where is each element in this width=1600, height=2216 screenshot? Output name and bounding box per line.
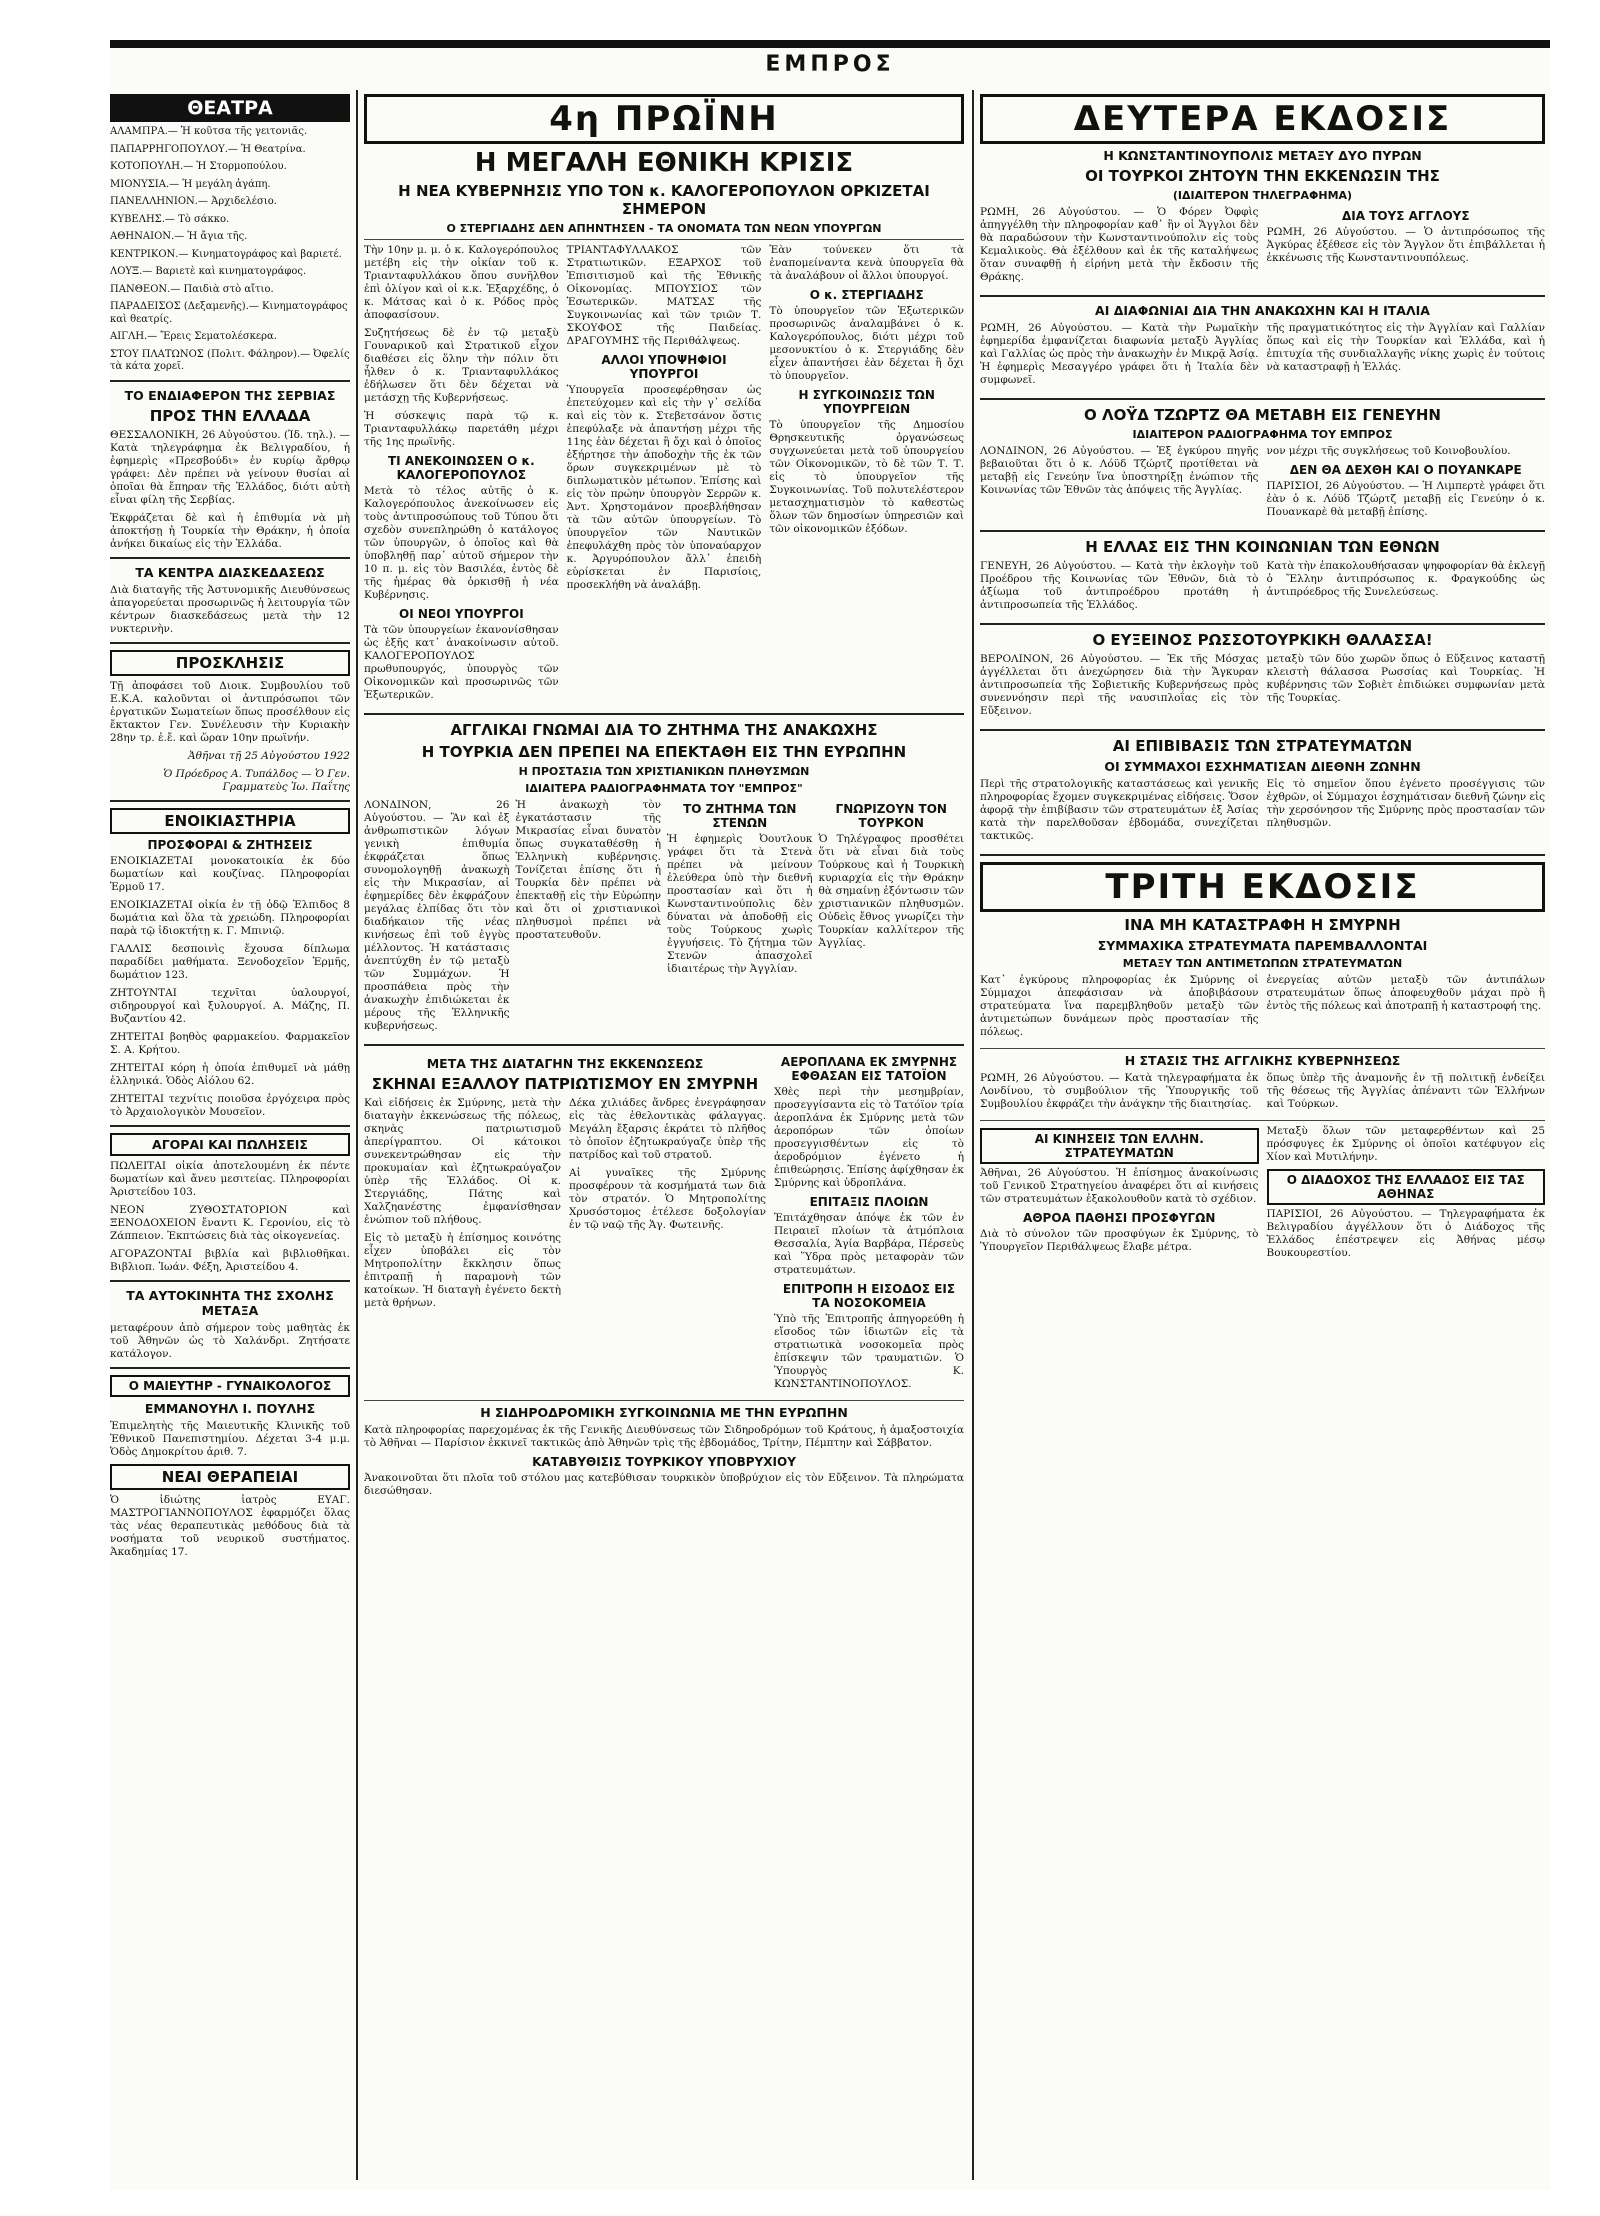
hospitals-headline: ΕΠΙΤΡΟΠΗ Η ΕΙΣΟΔΟΣ ΕΙΣ ΤΑ ΝΟΣΟΚΟΜΕΙΑ: [782, 1282, 956, 1310]
league-headline: Η ΕΛΛΑΣ ΕΙΣ ΤΗΝ ΚΟΙΝΩΝΙΑΝ ΤΩΝ ΕΘΝΩΝ: [1085, 538, 1440, 556]
section-head: ΑΛΛΟΙ ΥΠΟΨΗΦΙΟΙ ΥΠΟΥΡΓΟΙ: [601, 353, 727, 381]
auto-title: ΤΑ ΑΥΤΟΚΙΝΗΤΑ ΤΗΣ ΣΧΟΛΗΣ ΜΕΤΑΞΑ: [126, 1287, 334, 1318]
article-paragraph: Εἰς τὸ σημεῖον ὅπου ἐγένετο προσέγγισις τῶν ἐχθρῶν, οἱ Σύμμαχοι ἐσχημάτισαν διεθνῆ ζώνην εἰς τὴν χερσόνησον τῆς Σμύρνης πρὸς προστασίαν τῶν πληθυσμῶν.: [1266, 778, 1545, 829]
black-sea-headline: Ο ΕΥΞΕΙΝΟΣ ΡΩΣΣΟΤΟΥΡΚΙΚΗ ΘΑΛΑΣΣΑ!: [1092, 631, 1433, 649]
article-paragraph: Κατὰ πληροφορίας παρεχομένας ἐκ τῆς Γενικῆς Διευθύνσεως τῶν Σιδηροδρόμων τοῦ Κράτους, ἡ ἀμαξοστοιχία τὸ Ἀθῆναι — Παρίσιον ἐκκινεῖ τακτικῶς ἀπὸ Ἀθηνῶν τρὶς τῆς ἑβδομάδος, Τρίτην, Πέμπτην καὶ Σάββατον.: [364, 1424, 964, 1449]
main-subhead: Η ΝΕΑ ΚΥΒΕΡΝΗΣΙΣ ΥΠΟ ΤΟΝ κ. ΚΑΛΟΓΕΡΟΠΟΥΛΟΝ ΟΡΚΙΖΕΤΑΙ ΣΗΜΕΡΟΝ: [398, 182, 930, 218]
theatre-item: ΠΑΡΑΔΕΙΣΟΣ (Δεξαμενῆς).— Κινηματογράφος καὶ θεατρίς.: [110, 301, 348, 325]
enoikiastiria-subtitle: ΠΡΟΣΦΟΡΑΙ & ΖΗΤΗΣΕΙΣ: [147, 837, 313, 852]
classified-item: ΖΗΤΟΥΝΤΑΙ τεχνῖται ὑαλουργοί, σιδηρουργοί καὶ ξυλουργοί. Α. Μάζης, Π. Βυζαντίου 42.: [110, 986, 350, 1025]
t3-col-2: [1267, 1125, 1546, 1265]
classified-item: ΖΗΤΕΙΤΑΙ βοηθὸς φαρμακείου. Φαρμακεῖον Σ. Α. Κρήτου.: [110, 1030, 350, 1056]
serbia-text: ΘΕΣΣΑΛΟΝΙΚΗ, 26 Αὐγούστου. (Ἰδ. τηλ.). — Κατὰ τηλεγράφημα ἐκ Βελιγραδίου, ἡ ἐφημερὶς «Πρεσβούδι» ἐν κυρίῳ ἄρθρῳ γράφει: Δὲν πρέπει νὰ γείνουν θυσίαι αἱ ὁποῖαι θὰ ἔπηραν τῆς Ἑλλάδος, διότι αὐτὴ εἶναι φίλη τῆς Σερβίας.: [110, 428, 350, 506]
r3-col-2: [1267, 445, 1546, 524]
prosklisis-text: Τῇ ἀποφάσει τοῦ Διοικ. Συμβουλίου τοῦ Ε.Κ.Α. καλοῦνται οἱ ἀντιπρόσωποι τῶν ἐργατικῶν Σωματείων ὅπως προσέλθουν εἰς ἔκτακτον Γεν. Συνέλευσιν τὴν Κυριακὴν 28ην τρ. ἐ.ἔ. καὶ ὥραν 10ην πρωϊνήν.: [110, 679, 350, 744]
divider: [110, 1280, 350, 1282]
theatre-item: ΚΕΝΤΡΙΚΟΝ.— Κινηματογράφος καὶ βαριετέ.: [110, 248, 342, 260]
theatre-item: ΜΙΟΝΥΣΙΑ.— Ἡ μεγάλη ἀγάπη.: [110, 178, 271, 190]
article-paragraph: Ὑπὸ τῆς Ἐπιτροπῆς ἀπηγορεύθη ἡ εἴσοδος τῶν ἰδιωτῶν εἰς τὰ στρατιωτικὰ νοσοκομεῖα πρὸς ἐπίσκεψιν τῶν τραυματιῶν. Ὁ Ὑπουργὸς Κ. ΚΩΝΣΤΑΝΤΙΝΟΠΟΥΛΟΣ.: [774, 1313, 964, 1390]
kentra-title: ΤΑ ΚΕΝΤΡΑ ΔΙΑΣΚΕΔΑΣΕΩΣ: [135, 564, 325, 580]
r2-col-1: [980, 322, 1259, 392]
divider: [364, 713, 964, 715]
evac-block: [364, 1052, 964, 1396]
article-paragraph: Κατὰ τὴν ἐπακολουθήσασαν ψηφοφορίαν θὰ ἐκλεγῇ ὁ Ἕλλην ἀντιπρόσωπος κ. Φραγκούδης ὡς ἀντιπρόεδρος τῆς Συνελεύσεως.: [1266, 560, 1545, 598]
article-paragraph: ΤΡΙΑΝΤΑΦΥΛΛΑΚΟΣ τῶν Στρατιωτικῶν. ΕΞΑΡΧΟΣ τοῦ Ἐπισιτισμοῦ καὶ τῆς Ἐθνικῆς Οἰκονομίας. ΜΠΟΥΣΙΟΣ τῶν Ἐσωτερικῶν. ΜΑΤΣΑΣ τῆς Συγκοινωνίας καὶ τῶν τριῶν Τ. ΣΚΟΥΦΟΣ τῆς Παιδείας. ΔΡΑΓΟΥΜΗΣ τῆς Περιθάλψεως.: [566, 244, 762, 347]
english-views-subhead: Η ΤΟΥΡΚΙΑ ΔΕΝ ΠΡΕΠΕΙ ΝΑ ΕΠΕΚΤΑΘΗ ΕΙΣ ΤΗΝ ΕΥΡΩΠΗΝ: [421, 743, 907, 761]
doctor-name: ΕΜΜΑΝΟΥΗΛ Ι. ΠΟΥΛΗΣ: [144, 1400, 316, 1416]
railway-headline: Η ΣΙΔΗΡΟΔΡΟΜΙΚΗ ΣΥΓΚΟΙΝΩΝΙΑ ΜΕ ΤΗΝ ΕΥΡΩΠΗΝ: [480, 1405, 848, 1420]
t3-block: [980, 1125, 1545, 1265]
theatre-item: ΠΑΝΕΛΛΗΝΙΟΝ.— Ἀρχιδελέσιο.: [110, 196, 277, 207]
article-paragraph: Καὶ εἰδήσεις ἐκ Σμύρνης, μετὰ τὴν διαταγὴν ἐκκενώσεως τῆς πόλεως, σκηνὰς πατριωτισμοῦ ἀπερίγραπτου. Οἱ κάτοικοι συνεκεντρώθησαν εἰς τὴν προκυμαίαν καὶ ἐζητωκραύγαζον ὑπὲρ τῆς Ἑλλάδος. Οἱ κ. Στεργιάδης, Πάτης καὶ Χαλζηανέστης ἐμφανίσθησαν ἐνώπιον τοῦ πλήθους.: [364, 1097, 561, 1226]
article-paragraph: ΓΕΝΕΥΗ, 26 Αὐγούστου. — Κατὰ τὴν ἐκλογὴν τοῦ Προέδρου τῆς Κοινωνίας τῶν Ἐθνῶν, διὰ τὸ ἀξίωμα τοῦ ἀντιπροέδρου προτάθη ἡ ἀντιπροσωπεία τῆς Ἑλλάδος.: [980, 560, 1259, 611]
article-paragraph: Ἐπιτάχθησαν ἀπόψε ἐκ τῶν ἐν Πειραιεῖ πλοίων τὰ ἀτμόπλοια Θεσσαλία, Ἁγία Βαρβάρα, Πέρσεὺς καὶ Ὕδρα πρὸς μεταφορὰν τῶν στρατευμάτων.: [774, 1212, 964, 1276]
article-paragraph: Ὑπουργεῖα προσεφέρθησαν ὡς ἐπετεύχομεν καὶ εἰς τὴν γ᾽ σελίδα καὶ εἰς τὸν κ. Στεβετσάνον ὅστις ἐπεφύλαξε νὰ ἀπαντήσῃ μέχρι τῆς 11ης ἐὰν δέχεται ἢ ὄχι καὶ ὁ ὁποῖος ἐξήρτησε τὴν ἀποδοχὴν τῆς ἐκ τῶν ὅρων συγκεκριμένων μὲ τὸ διπλωματικὸν μέτωπον. Ἐπίσης καὶ εἰς τὸν πρώην ὑπουργὸν Σερρῶν κ. Ἀντ. Χρηστομάνον προεβλήθησαν τὰ τῶν αὐτῶν ὑπουργείων. Τὸ ὑπουργεῖον τῶν Ναυτικῶν ἐπεφυλάχθη πρὸς τὸν ὑποναύαρχον κ. Ἀργυρόπουλον ἄλλ᾽ ἐπειδὴ εὑρίσκεται ἐν Παρισίοις, προσεκλήθη νὰ ἀναλάβῃ.: [566, 384, 762, 591]
column-rule: [356, 90, 358, 2180]
divider: [980, 398, 1545, 400]
evac-left: [364, 1052, 766, 1396]
article-paragraph: Κατ᾽ ἐγκύρους πληροφορίας ἐκ Σμύρνης οἱ Σύμμαχοι ἀπεφάσισαν νὰ ἀποβιβάσουν στρατεύματα ἵνα παρεμβληθοῦν μεταξὺ τῶν ἀντιμετώπων δυνάμεων πρὸς προστασίαν τῆς πόλεως.: [980, 974, 1259, 1038]
article-paragraph: Εἰς τὸ μεταξὺ ἡ ἐπίσημος κοινότης εἶχεν ὑποβάλει εἰς τὸν Μητροπολίτην ἔκκλησιν ὅπως ἐπιτραπῇ ἡ παραμονὴ τῶν κατοίκων. Ἡ διαταγὴ ἐγένετο δεκτὴ μετὰ θρήνων.: [364, 1232, 561, 1309]
r5-col-1: [980, 653, 1259, 723]
r5-columns: [980, 653, 1545, 723]
section-head: ΤΙ ΑΝΕΚΟΙΝΩΣΕΝ Ο κ. ΚΑΛΟΓΕΡΟΠΟΥΛΟΣ: [388, 454, 535, 482]
theatre-item: ΠΑΝΘΕΟΝ.— Παιδιὰ στὸ αἴτιο.: [110, 283, 274, 295]
t3-col-1: [980, 1125, 1259, 1265]
article-paragraph: Ὁ Τηλέγραφος προσθέτει ὅτι νὰ εἶναι διὰ τοὺς Τούρκους καὶ ἡ Τουρκικὴ κυριαρχία εἰς τὴν Θράκην θὰ σημαίνῃ ἐξόντωσιν τῶν χριστιανικῶν πληθυσμῶν. Οὐδεὶς ἔθνος γνωρίζει τὴν Τουρκίαν καλλίτερον τῆς Ἀγγλίας.: [818, 833, 964, 949]
theatres-title: ΘΕΑΤΡΑ: [110, 94, 350, 122]
divider: [110, 800, 350, 802]
r2-columns: [980, 322, 1545, 392]
article-paragraph: Τὰ τῶν ὑπουργείων ἐκανονίσθησαν ὡς ἑξῆς κατ᾽ ἀνακοίνωσιν αὐτοῦ. ΚΑΛΟΓΕΡΟΠΟΥΛΟΣ πρωθυπουργός, ὑπουργὸς τῶν Οἰκονομικῶν καὶ προσωρινῶς τῶν Ἐξωτερικῶν.: [364, 624, 559, 701]
r3-col-1: [980, 445, 1259, 524]
article-paragraph: ΠΑΡΙΣΙΟΙ, 26 Αὐγούστου. — Ἡ Λιμπερτὲ γράφει ὅτι ἐὰν ὁ κ. Λόϋδ Τζώρτζ μεταβῇ εἰς Γενεύην ὁ κ. Πουανκαρὲ θὰ μεταβῇ ἐπίσης.: [1266, 480, 1545, 518]
classified-item: ΕΝΟΙΚΙΑΖΕΤΑΙ οἰκία ἐν τῇ ὁδῷ Ἑλπιδος 8 δωμάτια καὶ ὅλα τὰ χρειώδη. Πληροφορίαι παρὰ τῷ ἰδιοκτήτῃ κ. Γ. Μπινιῷ.: [110, 898, 350, 937]
troop-movements-headline: ΑΙ ΚΙΝΗΣΕΙΣ ΤΩΝ ΕΛΛΗΝ. ΣΤΡΑΤΕΥΜΑΤΩΝ: [980, 1128, 1259, 1164]
t1-col-2: [1267, 974, 1546, 1044]
theatre-item: ΑΛΑΜΠΡΑ.— Ἡ κοῦτσα τῆς γειτονιᾶς.: [110, 126, 308, 137]
evac-subhead: ΣΚΗΝΑΙ ΕΞΑΛΛΟΥ ΠΑΤΡΙΩΤΙΣΜΟΥ ΕΝ ΣΜΥΡΝΗ: [371, 1075, 759, 1093]
article-paragraph: Συζητήσεως δὲ ἐν τῷ μεταξὺ Γουναρικοῦ καὶ Στρατικοῦ εἶχον διαθέσει εἰς ὅλην τὴν πόλιν ὅτι ἦλθεν ὁ κ. Τριανταφυλλάκος ἐδήλωσεν ὅτι δὲν δέχεται νὰ μετάσχῃ τῆς Κυβερνήσεως.: [364, 327, 559, 404]
third-edition-title: ΤΡΙΤΗ ΕΚΔΟΣΙΣ: [980, 862, 1545, 912]
r4-col-2: [1267, 560, 1546, 617]
british-stance-headline: Η ΣΤΑΣΙΣ ΤΗΣ ΑΓΓΛΙΚΗΣ ΚΥΒΕΡΝΗΣΕΩΣ: [1124, 1053, 1401, 1068]
evac-right: [774, 1052, 964, 1396]
article-paragraph: ΛΟΝΔΙΝΟΝ, 26 Αὐγούστου. — Ἂν καὶ ἐξ ἀνθρωπιστικῶν λόγων γενικὴ ἐπιθυμία ἐκφράζεται ὅπως συνομολογηθῇ ἀνακωχὴ εἰς τὴν Μικρασίαν, αἱ ἐφημερίδες δὲν ἐκφράζουν μεγάλας ἐλπίδας ὅτι τὸν διαδήκαιον τῆς νέας κινήσεως ἐπὶ τοῦ ἐγγὺς μέλλοντος. Ἡ κατάστασις ἀνεπτύχθη ἐν τῷ μεταξὺ τῶν Συμμάχων. Ἡ προσπάθεια πρὸς τὴν ἀνακωχὴν ἐπιδιώκεται ἐκ μέρους τῆς Ἑλληνικῆς κυβερνήσεως.: [364, 799, 510, 1032]
front-col-3: [769, 244, 964, 707]
article-paragraph: Ἐὰν τούνεκεν ὅτι τὰ ἐναπομείναντα κενὰ ὑπουργεῖα θὰ τὰ ἀναλάβουν οἱ ἄλλοι ὑπουργοί.: [769, 244, 964, 282]
theatre-item: ΚΥΒΕΛΗΣ.— Τὸ σάκκο.: [110, 213, 230, 225]
t1-columns: [980, 974, 1545, 1044]
doctor-text: Ἐπιμελητὴς τῆς Μαιευτικῆς Κλινικῆς τοῦ Ἐθνικοῦ Πανεπιστημίου. Δέχεται 3-4 μ.μ. Ὁδὸς Δημοκρίτου ἀριθ. 7.: [110, 1419, 350, 1458]
doctor-title: Ο ΜΑΙΕΥΤΗΡ - ΓΥΝΑΙΚΟΛΟΓΟΣ: [110, 1375, 350, 1397]
divider: [110, 1367, 350, 1369]
submarine-headline: ΚΑΤΑΒΥΘΙΣΙΣ ΤΟΥΡΚΙΚΟΥ ΥΠΟΒΡΥΧΙΟΥ: [532, 1455, 796, 1469]
prosklisis-title: ΠΡΟΣΚΛΗΣΙΣ: [110, 650, 350, 676]
front-columns: [364, 244, 964, 707]
kentra-text: Διὰ διαταγῆς τῆς Ἀστυνομικῆς Διευθύνσεως ἀπαγορεύεται προσωρινῶς ἡ λειτουργία τῶν κέντρων διασκεδάσεως μετὰ τὴν 12 νυκτερινὴν.: [110, 583, 350, 635]
masthead: ΕΜΠΡΟΣ: [765, 52, 895, 77]
article-paragraph: ΡΩΜΗ, 26 Αὐγούστου. — Ὁ ἀντιπρόσωπος τῆς Ἀγκύρας ἐξέθεσε εἰς τὸν Ἄγγλον ὅτι ἐπιβάλλεται ἡ ἐκκένωσις τῆς Κωνσταντινουπόλεως.: [1266, 226, 1545, 264]
serbia-title: ΤΟ ΕΝΔΙΑΦΕΡΟΝ ΤΗΣ ΣΕΡΒΙΑΣ: [124, 387, 336, 403]
telegram-label: (ΙΔΙΑΙΤΕΡΟΝ ΤΗΛΕΓΡΑΦΗΜΑ): [1172, 189, 1353, 202]
article-paragraph: Ἡ ἀνακωχὴ τὸν ἐγκατάστασιν τῆς Μικρασίας εἶναι δυνατὸν ὅπως συγκαταθέσθῃ ἡ Ἑλληνικὴ κυβέρνησις. Τονίζεται ἐπίσης ὅτι ἡ Τουρκία δὲν πρέπει νὰ ἐπεκταθῇ εἰς τὴν Εὐρώπην καὶ ὅτι οἱ χριστιανικοὶ πληθυσμοὶ πρέπει νὰ προστατευθοῦν.: [515, 799, 661, 941]
article-paragraph: Τὸ ὑπουργεῖον τῆς Δημοσίου Θρησκευτικῆς ὀργανώσεως συγχωνεύεται μετὰ τοῦ ὑπουργείου τῶν Οἰκονομικῶν, τὸ δὲ τῶν Τ. Τ. εἰς τὸ ὑπουργεῖον τῆς Συγκοινωνίας. Τοῦ πολυτελέστερον μετασχηματισμὸν τὸ καθεστὼς ὅλων τῶν δημοσίων ὑπηρεσιῶν καὶ τῶν οἰκονομικῶν ἐξόδων.: [769, 419, 964, 535]
evac-columns: [364, 1097, 766, 1315]
classified-item: ΝΕΟΝ ΖΥΘΟΣΤΑΤΟΡΙΟΝ καὶ ΞΕΝΟΔΟΧΕΙΟΝ ἔναντι Κ. Γερονίου, εἰς τὸ Ζάππειον. Ἐκπτώσεις διὰ τὰς οἰκογενείας.: [110, 1203, 350, 1242]
r1-col-1: [980, 206, 1259, 289]
article-paragraph: Περὶ τῆς στρατολογικῆς καταστάσεως καὶ γενικῆς πληροφορίας ἔχομεν συγκεκριμένας εἰδήσεις. Ὅσον ἀφορᾷ τὴν ἐπιβίβασιν τῶν στρατευμάτων ἐξ Ἀσίας κατὰ τὴν παρελθοῦσαν ἑβδομάδα, συνεχίζεται τακτικῶς.: [980, 778, 1259, 842]
theatre-item: ΚΟΤΟΠΟΥΛΗ.— Ἡ Στορμοπούλου.: [110, 161, 287, 172]
t2-col-1: [980, 1072, 1259, 1116]
main-subsub: Ο ΣΤΕΡΓΙΑΔΗΣ ΔΕΝ ΑΠΗΝΤΗΣΕΝ - ΤΑ ΟΝΟΜΑΤΑ ΤΩΝ ΝΕΩΝ ΥΠΟΥΡΓΩΝ: [446, 222, 882, 235]
divider: [980, 295, 1545, 297]
lloyd-george-headline: Ο ΛΟΫΔ ΤΖΩΡΤΖ ΘΑ ΜΕΤΑΒΗ ΕΙΣ ΓΕΝΕΥΗΝ: [1084, 406, 1441, 424]
divider: [110, 557, 350, 559]
article-paragraph: νον μέχρι τῆς συγκλήσεως τοῦ Κοινοβουλίου.: [1266, 445, 1511, 457]
divider: [364, 1400, 964, 1401]
embarkation-headline: ΑΙ ΕΠΙΒΙΒΑΣΙΣ ΤΩΝ ΣΤΡΑΤΕΥΜΑΤΩΝ: [1112, 737, 1413, 755]
auto-text: μεταφέρουν ἀπὸ σήμερον τοὺς μαθητὰς ἐκ τοῦ Ἀθηνῶν ὡς τὸ Χαλάνδρι. Ζητήσατε κατάλογον.: [110, 1321, 350, 1360]
article-paragraph: Χθὲς περὶ τὴν μεσημβρίαν, προσεγγίσαντα εἰς τὸ Τατόϊον τρία ἀεροπλάνα ἐκ Σμύρνης μετὰ τῶν ἀεροπόρων τῶν ὁποίων προσεγγισθέντων εἰς τὸ ἀεροδρόμιον ἐγένετο ἡ ἐπιθεώρησις. Ἐπίσης ἀφίχθησαν ἐκ Σμύρνης καὶ ὑδροπλάνα.: [774, 1086, 964, 1189]
top-rule: [110, 40, 1550, 48]
serbia-text: Ἐκφράζεται δὲ καὶ ἡ ἐπιθυμία νὰ μὴ ἀποκτήσῃ ἡ Τουρκία τὴν Θράκην, ἡ ὁποία ἀνήκει δικαίως εἰς τὴν Ἑλλάδα.: [110, 511, 350, 550]
divider: [980, 729, 1545, 731]
therapeia-title: ΝΕΑΙ ΘΕΡΑΠΕΙΑΙ: [110, 1464, 350, 1490]
constantinople-subhead: ΟΙ ΤΟΥΡΚΟΙ ΖΗΤΟΥΝ ΤΗΝ ΕΚΚΕΝΩΣΙΝ ΤΗΣ: [1085, 167, 1440, 185]
t2-col-2: [1267, 1072, 1546, 1116]
classified-item: ΖΗΤΕΙΤΑΙ κόρη ἡ ὁποία ἐπιθυμεῖ νὰ μάθῃ ἐλληνικά. Ὁδὸς Αἰόλου 62.: [110, 1061, 350, 1087]
section-head: ΟΙ ΝΕΟΙ ΥΠΟΥΡΓΟΙ: [399, 607, 524, 621]
t1-col-1: [980, 974, 1259, 1044]
r4-col-1: [980, 560, 1259, 617]
ev-col-3: [667, 799, 813, 1038]
section-head: ΔΕΝ ΘΑ ΔΕΧΘΗ ΚΑΙ Ο ΠΟΥΑΝΚΑΡΕ: [1289, 463, 1522, 477]
r6-columns: [980, 778, 1545, 848]
r1-col-2: [1267, 206, 1546, 289]
prosklisis-date: Ἀθῆναι τῇ 25 Αὐγούστου 1922: [188, 749, 350, 762]
article-paragraph: ΠΑΡΙΣΙΟΙ, 26 Αὐγούστου. — Τηλεγραφήματα ἐκ Βελιγραδίου ἀγγέλλουν ὅτι ὁ Διάδοχος τῆς Ἑλλάδος ἐπέστρεψεν εἰς Ἀθήνας μέσῳ Βουκουρεστίου.: [1266, 1208, 1545, 1259]
theatre-item: ΣΤΟΥ ΠΛΑΤΩΝΟΣ (Πολιτ. Φάληρον).— Ὀφελίς τὰ κάτα χορεῖ.: [110, 348, 350, 372]
article-paragraph: Τὸ ὑπουργεῖον τῶν Ἐξωτερικῶν προσωρινῶς ἀναλαμβάνει ὁ κ. Καλογερόπουλος, διότι μέχρι τοῦ μεσονυκτίου ὁ κ. Στεργιάδης δὲν εἶχεν ἀπαντήσει ἐὰν δέχεται ἢ ὄχι τὸ ὑπουργεῖον.: [769, 305, 964, 382]
ev-col-2: [516, 799, 662, 1038]
section-head: ΓΝΩΡΙΖΟΥΝ ΤΟΝ ΤΟΥΡΚΟΝ: [835, 802, 947, 830]
r6-col-1: [980, 778, 1259, 848]
r2-col-2: [1267, 322, 1546, 392]
classified-item: ΖΗΤΕΙΤΑΙ τεχνίτις ποιοῦσα ἐργόχειρα πρὸς τὸ Ἀρχαιολογικὸν Μουσεῖον.: [110, 1092, 350, 1118]
ev-col-1: [364, 799, 510, 1038]
front-col-2: [567, 244, 762, 707]
article-paragraph: Διὰ τὸ σύνολον τῶν προσφύγων ἐκ Σμύρνης, τὸ Ὑπουργεῖον Περιθάλψεως ἔλαβε μέτρα.: [980, 1228, 1259, 1253]
smyrna-headline: ΙΝΑ ΜΗ ΚΑΤΑΣΤΡΑΦΗ Η ΣΜΥΡΝΗ: [1124, 916, 1401, 934]
italy-headline: ΑΙ ΔΙΑΦΩΝΙΑΙ ΔΙΑ ΤΗΝ ΑΝΑΚΩΧΗΝ ΚΑΙ Η ΙΤΑΛΙΑ: [1095, 303, 1430, 318]
smyrna-subhead: ΣΥΜΜΑΧΙΚΑ ΣΤΡΑΤΕΥΜΑΤΑ ΠΑΡΕΜΒΑΛΛΟΝΤΑΙ: [1097, 938, 1428, 953]
section-head: ΤΟ ΖΗΤΗΜΑ ΤΩΝ ΣΤΕΝΩΝ: [683, 802, 797, 830]
theatre-item: ΛΟΥΞ.— Βαριετὲ καὶ κινηματογράφος.: [110, 266, 307, 277]
divider: [364, 1044, 964, 1046]
ships-headline: ΕΠΙΤΑΞΙΣ ΠΛΟΙΩΝ: [809, 1195, 929, 1209]
english-views-headline: ΑΓΓΛΙΚΑΙ ΓΝΩΜΑΙ ΔΙΑ ΤΟ ΖΗΤΗΜΑ ΤΗΣ ΑΝΑΚΩΧΗΣ: [450, 721, 878, 739]
article-paragraph: Ἡ σύσκεψις παρὰ τῷ κ. Τριανταφυλλάκῳ παρετάθη μέχρι τῆς 1ης πρωϊνῆς.: [364, 410, 559, 448]
divider: [980, 1048, 1545, 1049]
section-head: Ο κ. ΣΤΕΡΓΙΑΔΗΣ: [809, 288, 924, 302]
divider: [110, 642, 350, 644]
smyrna-subhead-2: ΜΕΤΑΞΥ ΤΩΝ ΑΝΤΙΜΕΤΩΠΩΝ ΣΤΡΑΤΕΥΜΑΤΩΝ: [1122, 957, 1403, 970]
section-head: Η ΣΥΓΚΟΙΝΩΣΙΣ ΤΩΝ ΥΠΟΥΡΓΕΙΩΝ: [798, 388, 935, 416]
article-paragraph: ἐνεργείας αὐτῶν μεταξὺ τῶν ἀντιπάλων στρατευμάτων ὅπως ἀποφευχθοῦν μάχαι πρὸ ἢ ἐντὸς τῆς πόλεως καὶ ἀποτραπῇ ἡ καταστροφή της.: [1266, 974, 1545, 1012]
crown-prince-headline: Ο ΔΙΑΔΟΧΟΣ ΤΗΣ ΕΛΛΑΔΟΣ ΕΙΣ ΤΑΣ ΑΘΗΝΑΣ: [1267, 1169, 1546, 1205]
classified-item: ΕΝΟΙΚΙΑΖΕΤΑΙ μονοκατοικία ἐκ δύο δωματίων καὶ κουζίνας. Πληροφορίαι Ἑρμοῦ 17.: [110, 854, 350, 893]
article-paragraph: ΛΟΝΔΙΝΟΝ, 26 Αὐγούστου. — Ἐξ ἐγκύρου πηγῆς βεβαιοῦται ὅτι ὁ κ. Λόϋδ Τζώρτζ προτίθεται νὰ μεταβῇ εἰς Γενεύην ἵνα ὑποστηρίξῃ ἐνώπιον τῆς Κοινωνίας τῶν Ἐθνῶν τὰς ἀπόψεις τῆς Ἀγγλίας.: [980, 445, 1259, 496]
radio-label: ΙΔΙΑΙΤΕΡΟΝ ΡΑΔΙΟΓΡΑΦΗΜΑ ΤΟΥ ΕΜΠΡΟΣ: [1132, 428, 1393, 441]
theatre-item: ΠΑΠΑΡΡΗΓΟΠΟΥΛΟΥ.— Ἡ Θεατρίνα.: [110, 143, 306, 155]
article-paragraph: ΡΩΜΗ, 26 Αὐγούστου. — Κατὰ τηλεγραφήματα ἐκ Λονδίνου, τὸ συμβούλιον τῆς Ὑπουργικῆς τοῦ Συμβουλίου ἐκφράζει τὴν ἀνάγκην τῆς διαιτησίας.: [980, 1072, 1259, 1110]
column-rule: [972, 90, 974, 2180]
serbia-subtitle: ΠΡΟΣ ΤΗΝ ΕΛΛΑΔΑ: [149, 406, 311, 425]
article-paragraph: Μετὰ τὸ τέλος αὐτῆς ὁ κ. Καλογερόπουλος ἀνεκοίνωσεν εἰς τοὺς ἀντιπροσώπους τοῦ Τύπου ὅτι σχεδὸν συνεπληρώθη ὁ κατάλογος τῶν ὑπουργῶν, ὁ ὁποῖος καὶ θὰ ὑποβληθῇ παρ᾽ αὐτοῦ σήμερον τὴν 10 π. μ. εἰς τὸν Βασιλέα, ἐντὸς δὲ τῆς ἡμέρας θὰ ὁρκισθῇ ἡ νέα Κυβέρνησις.: [364, 485, 559, 601]
embarkation-subhead: ΟΙ ΣΥΜΜΑΧΟΙ ΕΣΧΗΜΑΤΙΣΑΝ ΔΙΕΘΝΗ ΖΩΝΗΝ: [1104, 759, 1421, 774]
refugees-headline: ΑΘΡΟΑ ΠΑΘΗΣΙ ΠΡΟΣΦΥΓΩΝ: [1023, 1211, 1216, 1225]
main-headline: Η ΜΕΓΑΛΗ ΕΘΝΙΚΗ ΚΡΙΣΙΣ: [474, 148, 854, 178]
english-views-subhead-2: Η ΠΡΟΣΤΑΣΙΑ ΤΩΝ ΧΡΙΣΤΙΑΝΙΚΩΝ ΠΛΗΘΥΣΜΩΝ: [518, 765, 810, 778]
article-paragraph: Δέκα χιλιάδες ἄνδρες ἐνεγράφησαν εἰς τὰς ἐθελοντικὰς φάλαγγας. Μεγάλη ἔξαρσις ἐκράτει τὸ πλῆθος τὸ ὁποῖον ἐζητωκραύγαζε ὑπὲρ τῆς πατρίδος καὶ τοῦ στρατοῦ.: [569, 1097, 766, 1161]
article-paragraph: Ἀθῆναι, 26 Αὐγούστου. Ἡ ἐπίσημος ἀνακοίνωσις τοῦ Γενικοῦ Στρατηγείου ἀναφέρει ὅτι αἱ κινήσεις τῶν στρατευμάτων ἐξακολουθοῦν κατὰ τὸ σχέδιον.: [980, 1167, 1259, 1205]
right-section: [980, 90, 1545, 2180]
r1-columns: [980, 206, 1545, 289]
evac-col-1: [364, 1097, 561, 1315]
article-paragraph: ὅπως ὑπὲρ τῆς ἀναμονῆς ἐν τῇ πολιτικῇ ἐνδείξει τῆς θέσεως τῆς Ἀγγλίας ἀπέναντι τῶν Ἑλλήνων καὶ Τούρκων.: [1266, 1072, 1545, 1110]
divider: [980, 623, 1545, 625]
theatre-item: ΑΙΓΛΗ.— Ἔρεις Σεματολέσκερα.: [110, 331, 277, 342]
article-paragraph: ΡΩΜΗ, 26 Αὐγούστου. — Ὁ Φόρεν Ὀφφὶς ἀπηγγέλθη τὴν πληροφορίαν καθ᾽ ἣν οἱ Ἄγγλοι δὲν θὰ παραδώσουν τὴν Κωνσταντινούπολιν εἰς τοὺς Κεμαλικοὺς. Θὰ ἐξέλθουν καὶ ἐκ τῆς καταλήψεως ὅταν συναφθῇ ἡ εἰρήνη μετὰ τὴν ἔκδοσιν τῆς Θράκης.: [980, 206, 1259, 283]
therapeia-text: Ὁ ἰδιώτης ἰατρὸς ΕΥΑΓ. ΜΑΣΤΡΟΓΙΑΝΝΟΠΟΥΛΟΣ ἐφαρμόζει ὅλας τὰς νέας θεραπευτικὰς μεθόδους διὰ τὰ νοσήματα τοῦ νευρικοῦ συστήματος. Ἀκαδημίας 17.: [110, 1493, 350, 1558]
english-views-columns: [364, 799, 964, 1038]
agorai-title: ΑΓΟΡΑΙ ΚΑΙ ΠΩΛΗΣΕΙΣ: [110, 1133, 350, 1156]
article-paragraph: Ἀνακοινοῦται ὅτι πλοῖα τοῦ στόλου μας κατεβύθισαν τουρκικὸν ὑποβρύχιον εἰς τὸν Εὔξεινον. Τὰ πληρώματα διεσώθησαν.: [364, 1472, 964, 1497]
evac-col-2: [569, 1097, 766, 1315]
front-col-1: [364, 244, 559, 707]
article-paragraph: Ἡ ἐφημερὶς Ὀουτλουκ γράφει ὅτι τὰ Στενὰ πρέπει νὰ μείνουν ἐλεύθερα ὑπὸ τὴν διεθνῆ προστασίαν καὶ ὅτι ἡ Κωνσταντινούπολις δὲν δύναται νὰ ἀποδοθῇ εἰς τοὺς Τούρκους χωρὶς ἐγγυήσεις. Τὸ ζήτημα τῶν Στενῶν ἀπασχολεῖ ἰδιαιτέρως τὴν Ἀγγλίαν.: [667, 833, 813, 975]
divider: [980, 854, 1545, 856]
edition-title: 4η ΠΡΩΪΝΗ: [364, 94, 964, 144]
ev-col-4: [819, 799, 965, 1038]
classified-item: ΑΓΟΡΑΖΟΝΤΑΙ βιβλία καὶ βιβλιοθῆκαι. Βιβλιοπ. Ἰωάν. Φέξη, Ἀριστείδου 4.: [110, 1247, 350, 1273]
radio-label: ΙΔΙΑΙΤΕΡΑ ΡΑΔΙΟΓΡΑΦΗΜΑΤΑ ΤΟΥ "ΕΜΠΡΟΣ": [525, 782, 803, 795]
article-paragraph: μεταξὺ τῶν δύο χωρῶν ὅπως ὁ Εὔξεινος καταστῇ κλειστὴ θάλασσα Ρωσσίας καὶ Τουρκίας. Ἡ κυβέρνησις τῶν Σοβιὲτ ἐπιδιώκει συμφωνίαν μετὰ τῆς Τουρκίας.: [1266, 653, 1545, 704]
classified-item: ΓΑΛΛΙΣ δεσποινὶς ἔχουσα δίπλωμα παραδίδει μαθήματα. Ξενοδοχεῖον Ἑρμῆς, δωμάτιον 123.: [110, 942, 350, 981]
front-section: [364, 90, 964, 2180]
r6-col-2: [1267, 778, 1546, 848]
prosklisis-sign: Ὁ Πρόεδρος Α. Τυπάλδος — Ὁ Γεν. Γραμματεὺς Ἰω. Παΐτης: [163, 767, 350, 793]
divider: [980, 530, 1545, 532]
evac-headline: ΜΕΤΑ ΤΗΣ ΔΙΑΤΑΓΗΝ ΤΗΣ ΕΚΚΕΝΩΣΕΩΣ: [426, 1056, 704, 1071]
enoikiastiria-title: ΕΝΟΙΚΙΑΣΤΗΡΙΑ: [110, 808, 350, 834]
section-head: ΔΙΑ ΤΟΥΣ ΑΓΓΛΟΥΣ: [1341, 209, 1470, 223]
divider: [980, 1120, 1545, 1121]
theatres-list: [110, 126, 350, 374]
classified-item: ΠΩΛΕΙΤΑΙ οἰκία ἀποτελουμένη ἐκ πέντε δωματίων καὶ ἄνευ μεσιτείας. Πληροφορίαι Ἀριστείδου 103.: [110, 1159, 350, 1198]
r3-columns: [980, 445, 1545, 524]
second-edition-title: ΔΕΥΤΕΡΑ ΕΚΔΟΣΙΣ: [980, 94, 1545, 144]
article-paragraph: τῆς πραγματικότητος εἰς τὴν Ἀγγλίαν καὶ Γαλλίαν ὅπως καὶ εἰς τὴν Τουρκίαν καὶ Ἑλλάδα, καὶ ἡ ἐπιτυχία τῆς συνδιαλλαγῆς νίκης χωρὶς ἐν τούτοις νὰ καταστραφῇ ἡ Ἑλλάς.: [1266, 322, 1545, 373]
article-paragraph: Μεταξὺ ὅλων τῶν μεταφερθέντων καὶ 25 πρόσφυγες ἐκ Σμύρνης οἱ ὁποῖοι κατέφυγον εἰς Χίον καὶ Μυτιλήνην.: [1266, 1125, 1545, 1163]
t2-columns: [980, 1072, 1545, 1116]
left-column: [110, 90, 350, 2180]
theatre-item: ΑΘΗΝΑΙΟΝ.— Ἡ ἄγια τῆς.: [110, 231, 248, 242]
article-paragraph: Αἱ γυναῖκες τῆς Σμύρνης προσφέρουν τὰ κοσμήματά των διὰ τὸν στρατόν. Ὁ Μητροπολίτης Χρυσόστομος ἐτέλεσε δοξολογίαν ἐν τῷ ναῷ τῆς Ἁγ. Φωτεινῆς.: [569, 1167, 766, 1231]
divider: [364, 239, 964, 240]
constantinople-headline: Η ΚΩΝΣΤΑΝΤΙΝΟΥΠΟΛΙΣ ΜΕΤΑΞΥ ΔΥΟ ΠΥΡΩΝ: [1103, 148, 1422, 163]
divider: [110, 1125, 350, 1127]
article-paragraph: ΡΩΜΗ, 26 Αὐγούστου. — Κατὰ τὴν Ρωμαϊκὴν ἐφημερίδα ἐμφανίζεται διαφωνία μεταξὺ Ἀγγλίας καὶ Γαλλίας ὡς πρὸς τὴν ἀνακωχὴν ἐν Μικρᾷ Ἀσίᾳ. Ἡ ἐφημερὶς Μεσαγγέρο γράφει ὅτι ἡ Ἰταλία δὲν συμφωνεῖ.: [980, 322, 1259, 386]
r4-columns: [980, 560, 1545, 617]
newspaper-page: [110, 40, 1550, 2190]
article-paragraph: ΒΕΡΟΛΙΝΟΝ, 26 Αὐγούστου. — Ἐκ τῆς Μόσχας ἀγγέλλεται ὅτι ἀνεχώρησεν διὰ τὴν Ἄγκυραν ἀντιπροσωπεία τῆς Σοβιετικῆς Κυβερνήσεως πρὸς συνεννόησιν περὶ τῆς ναυσιπλοΐας εἰς τὸν Εὔξεινον.: [980, 653, 1259, 717]
r5-col-2: [1267, 653, 1546, 723]
aeroplanes-headline: ΑΕΡΟΠΛΑΝΑ ΕΚ ΣΜΥΡΝΗΣ ΕΦΘΑΣΑΝ ΕΙΣ ΤΑΤΟΪΟΝ: [780, 1055, 958, 1083]
divider: [110, 380, 350, 382]
article-paragraph: Τὴν 10ην μ. μ. ὁ κ. Καλογερόπουλος μετέβη εἰς τὴν οἰκίαν τοῦ κ. Τριανταφυλλάκου ὅπου συνῆλθον ἐπὶ ὀλίγον καὶ οἱ κ.κ. Ἐξαρχέδης, ὁ κ. Μάτσας καὶ ὁ κ. Ρόδος πρὸς ἀποφασίσουν.: [364, 244, 559, 321]
